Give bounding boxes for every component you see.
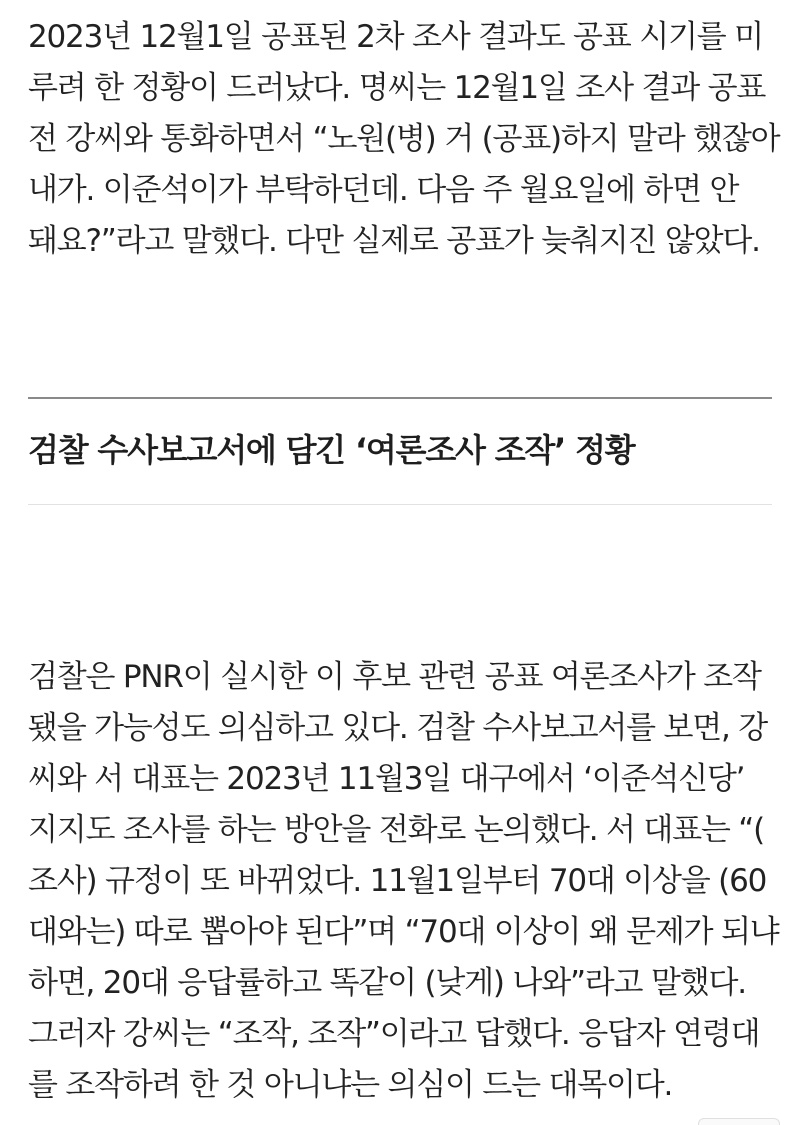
paragraph-line: 됐을 가능성도 의심하고 있다. 검찰 수사보고서를 보면, 강 [28, 710, 768, 746]
floating-toolbar-edge[interactable] [698, 1118, 780, 1125]
paragraph-line: 조사) 규정이 또 바뀌었다. 11월1일부터 70대 이상을 (60 [28, 863, 767, 899]
paragraph-line: 하면, 20대 응답률하고 똑같이 (낮게) 나와”라고 말했다. [28, 965, 746, 1001]
paragraph-line: 씨와 서 대표는 2023년 11월3일 대구에서 ‘이준석신당’ [28, 761, 745, 797]
section-divider-top [28, 397, 772, 399]
paragraph-2 [28, 652, 779, 1111]
paragraph-line: 전 강씨와 통화하면서 “노원(병) 거 (공표)하지 말라 했잖아 [28, 121, 780, 157]
section-subheading: 검찰 수사보고서에 담긴 ‘여론조사 조작’ 정황 [28, 431, 635, 469]
paragraph-line: 2023년 12월1일 공표된 2차 조사 결과도 공표 시기를 미 [28, 19, 763, 55]
paragraph-line: 내가. 이준석이가 부탁하던데. 다음 주 월요일에 하면 안 [28, 172, 739, 208]
paragraph-line: 지지도 조사를 하는 방안을 전화로 논의했다. 서 대표는 “( [28, 812, 765, 848]
paragraph-line: 그러자 강씨는 “조작, 조작”이라고 답했다. 응답자 연령대 [28, 1016, 760, 1052]
paragraph-line: 루려 한 정황이 드러났다. 명씨는 12월1일 조사 결과 공표 [28, 70, 766, 106]
paragraph-1 [28, 12, 779, 267]
section-divider-bottom [28, 504, 772, 505]
paragraph-line: 검찰은 PNR이 실시한 이 후보 관련 공표 여론조사가 조작 [28, 659, 761, 695]
paragraph-line: 를 조작하려 한 것 아니냐는 의심이 드는 대목이다. [28, 1067, 673, 1103]
paragraph-line: 돼요?”라고 말했다. 다만 실제로 공표가 늦춰지진 않았다. [28, 223, 760, 259]
paragraph-line: 대와는) 따로 뽑아야 된다”며 “70대 이상이 왜 문제가 되냐 [28, 914, 779, 950]
